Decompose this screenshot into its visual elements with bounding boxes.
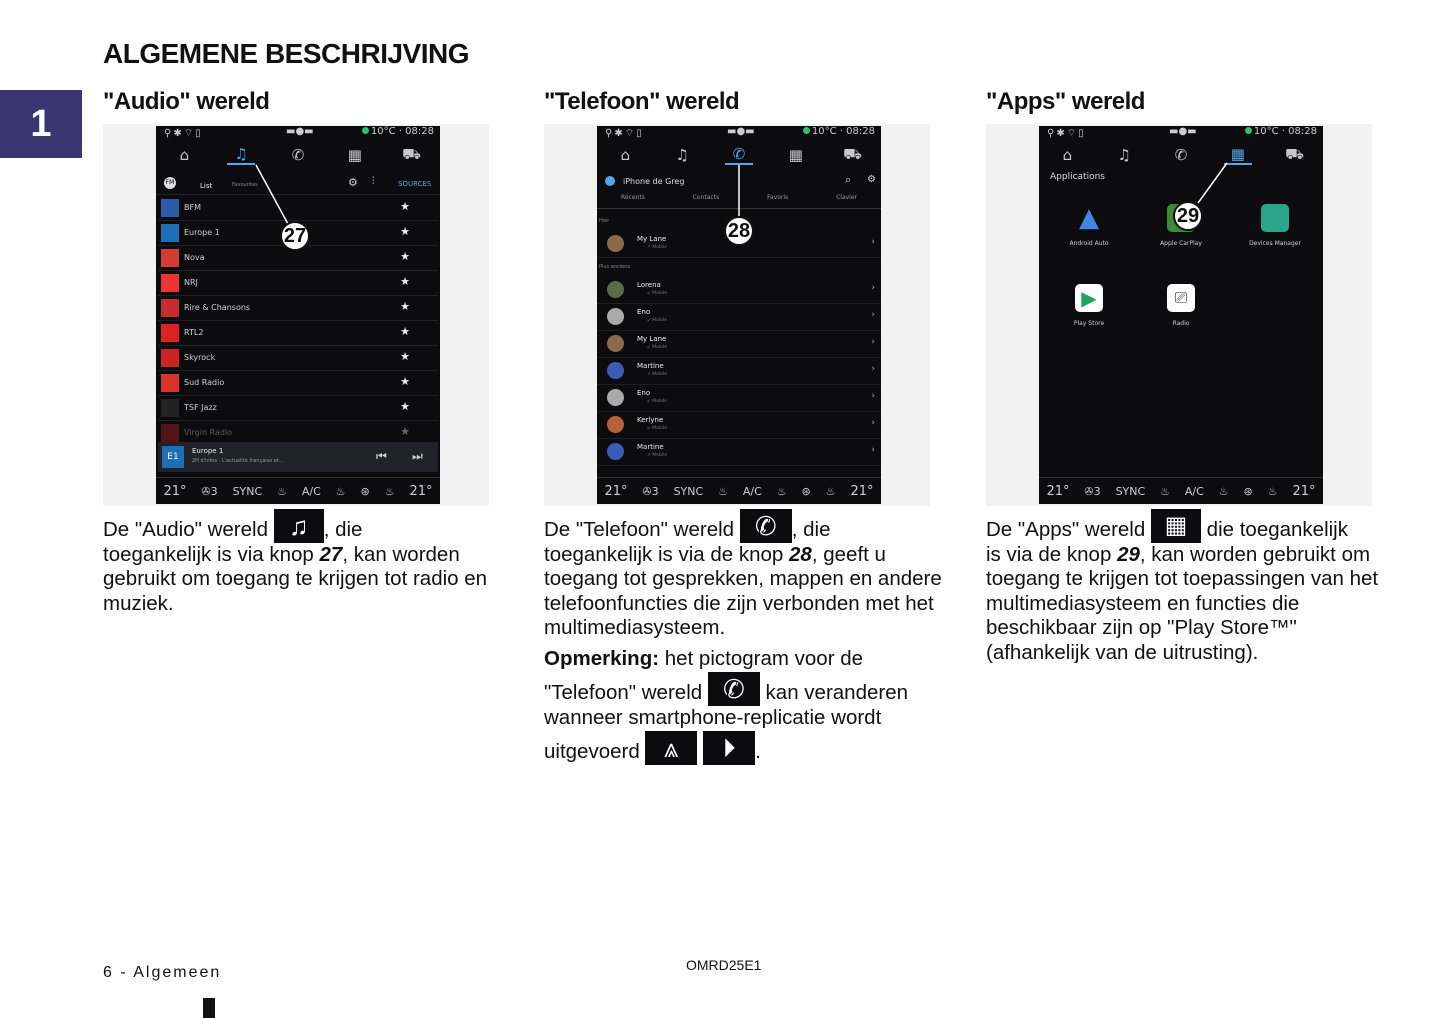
list-item[interactable]: Virgin Radio ★ bbox=[158, 421, 438, 446]
applications-header: Applications bbox=[1050, 172, 1105, 182]
apps-heading: "Apps" wereld bbox=[986, 88, 1145, 115]
seat-icon[interactable]: ♨ bbox=[384, 484, 395, 498]
star-icon[interactable]: ★ bbox=[400, 250, 410, 263]
app-devices-manager[interactable]: Devices Manager bbox=[1243, 204, 1307, 247]
ac-button[interactable]: A/C bbox=[301, 484, 321, 498]
temp-left[interactable]: 21° bbox=[604, 483, 628, 499]
phone-icon[interactable]: ✆ bbox=[291, 146, 305, 164]
phone-handset-icon: ✆ bbox=[740, 509, 792, 543]
star-icon[interactable]: ★ bbox=[400, 225, 410, 238]
home-icon[interactable]: ⌂ bbox=[1062, 146, 1073, 164]
chevron-right-icon: › bbox=[871, 445, 875, 455]
defrost-icon[interactable]: ♨ bbox=[776, 484, 787, 498]
section-label: Plus anciens bbox=[599, 264, 630, 270]
list-item[interactable]: NRJ ★ bbox=[158, 271, 438, 296]
document-code: OMRD25E1 bbox=[686, 957, 762, 973]
android-auto-icon: ▲ bbox=[1079, 203, 1099, 233]
phone-icon[interactable]: ✆ bbox=[1174, 146, 1188, 164]
chapter-tab: 1 bbox=[0, 90, 82, 158]
temp-left[interactable]: 21° bbox=[163, 483, 187, 499]
music-icon[interactable]: ♫ bbox=[1117, 146, 1131, 164]
previous-icon[interactable]: ⏮ bbox=[376, 449, 387, 463]
radio-icon: ⎚ bbox=[1167, 284, 1195, 312]
equalizer-icon[interactable]: ⫶ bbox=[372, 176, 375, 187]
callout-29: 29 bbox=[1173, 201, 1203, 231]
list-item[interactable]: TSF Jazz ★ bbox=[158, 396, 438, 421]
temp-right[interactable]: 21° bbox=[1292, 483, 1316, 499]
section-label: Hier bbox=[599, 218, 610, 224]
status-icons: ⚲✱⌔▯ bbox=[164, 128, 203, 139]
star-icon[interactable]: ★ bbox=[400, 425, 410, 438]
steering-heat-icon[interactable]: ⊛ bbox=[1243, 484, 1253, 498]
page-edge-marker bbox=[203, 998, 215, 1018]
defrost-icon[interactable]: ♨ bbox=[335, 484, 346, 498]
sync-button[interactable]: SYNC bbox=[232, 484, 263, 498]
list-item[interactable]: Rire & Chansons ★ bbox=[158, 296, 438, 321]
app-android-auto[interactable]: ▲ Android Auto bbox=[1069, 203, 1109, 247]
chevron-right-icon: › bbox=[871, 418, 875, 428]
tab-keypad[interactable]: Clavier bbox=[836, 194, 858, 201]
status-icons: ⚲✱⌔▯ bbox=[1047, 128, 1086, 139]
list-item[interactable]: Martine ↗ Mobile › bbox=[597, 438, 881, 466]
seat-icon[interactable]: ♨ bbox=[825, 484, 836, 498]
device-name: iPhone de Greg bbox=[623, 177, 685, 186]
star-icon[interactable]: ★ bbox=[400, 300, 410, 313]
page-footer-section: 6 - Algemeen bbox=[103, 964, 222, 981]
phone-heading: "Telefoon" wereld bbox=[544, 88, 740, 115]
source-icon[interactable]: FM bbox=[164, 177, 176, 189]
fan-level[interactable]: ✇3 bbox=[642, 484, 659, 498]
next-icon[interactable]: ⏭ bbox=[412, 449, 423, 463]
seat-heat-icon[interactable]: ♨ bbox=[277, 484, 287, 498]
android-auto-icon: ⩓ bbox=[645, 731, 697, 765]
chevron-right-icon: › bbox=[871, 364, 875, 374]
apps-description: De "Apps" wereld ▦ die toegankelijk is via de knop 29, kan worden gebruikt om toegang te krijgen tot toepassingen van het multimediasysteem en functies die beschikbaar zijn op "Play Store™" (afhankelijk van de uitrusting). bbox=[986, 518, 1381, 665]
star-icon[interactable]: ★ bbox=[400, 375, 410, 388]
music-icon[interactable]: ♫ bbox=[675, 146, 689, 164]
app-radio[interactable]: ⎚ Radio bbox=[1151, 284, 1211, 327]
list-item[interactable]: Martine ↗ Mobile › bbox=[597, 357, 881, 385]
star-icon[interactable]: ★ bbox=[400, 350, 410, 363]
phone-handset-icon: ✆ bbox=[708, 672, 760, 706]
now-playing-subtitle: 2H d'infos · L'actualité française et... bbox=[192, 458, 284, 464]
defrost-icon[interactable]: ♨ bbox=[1218, 484, 1229, 498]
play-store-icon: ▶ bbox=[1075, 284, 1103, 312]
list-item[interactable]: Nova ★ bbox=[158, 246, 438, 271]
car-icon[interactable]: ⛟ bbox=[402, 145, 422, 163]
fan-level[interactable]: ✇3 bbox=[201, 484, 218, 498]
status-bar: ⚲✱⌔▯ ▬●▬ 10°C · 08:28 bbox=[605, 126, 875, 139]
temp-left[interactable]: 21° bbox=[1046, 483, 1070, 499]
sync-button[interactable]: SYNC bbox=[1115, 484, 1146, 498]
fan-level[interactable]: ✇3 bbox=[1084, 484, 1101, 498]
seat-heat-icon[interactable]: ♨ bbox=[718, 484, 728, 498]
sync-button[interactable]: SYNC bbox=[673, 484, 704, 498]
page-title: ALGEMENE BESCHRIJVING bbox=[103, 38, 469, 69]
tab-recents[interactable]: Récents bbox=[620, 194, 645, 201]
status-bar: ⚲✱⌔▯ ▬●▬ 10°C · 08:28 bbox=[164, 126, 434, 139]
callout-27: 27 bbox=[280, 221, 310, 251]
callout-28: 28 bbox=[724, 216, 754, 246]
audio-heading: "Audio" wereld bbox=[103, 88, 270, 115]
star-icon[interactable]: ★ bbox=[400, 275, 410, 288]
carplay-icon: ⏵ bbox=[703, 731, 755, 765]
settings-icon[interactable]: ⚙ bbox=[348, 176, 358, 189]
temp-right[interactable]: 21° bbox=[409, 483, 433, 499]
search-icon[interactable]: ⌕ bbox=[845, 173, 852, 186]
note-label: Opmerking: bbox=[544, 646, 660, 670]
list-item[interactable]: Sud Radio ★ bbox=[158, 371, 438, 396]
button-ref-27: 27 bbox=[319, 542, 343, 566]
app-apple-carplay[interactable]: Apple CarPlay bbox=[1151, 204, 1211, 247]
tab-contacts[interactable]: Contacts bbox=[692, 194, 720, 201]
list-item[interactable]: My Lane ↗ Mobile › bbox=[597, 230, 881, 258]
star-icon[interactable]: ★ bbox=[400, 325, 410, 338]
tab-favorites[interactable]: Favoris bbox=[767, 194, 789, 201]
apps-icon[interactable]: ▦ bbox=[1224, 145, 1252, 165]
chevron-right-icon: › bbox=[871, 283, 875, 293]
button-ref-29: 29 bbox=[1117, 542, 1140, 566]
list-item[interactable]: Kerlyne ↙ Mobile › bbox=[597, 411, 881, 439]
status-bar: ⚲✱⌔▯ ▬●▬ 10°C · 08:28 bbox=[1047, 126, 1317, 139]
home-icon[interactable]: ⌂ bbox=[620, 146, 631, 164]
chevron-right-icon: › bbox=[871, 310, 875, 320]
list-item[interactable]: Lorena ↙ Mobile › bbox=[597, 276, 881, 304]
star-icon[interactable]: ★ bbox=[400, 400, 410, 413]
audio-description: De "Audio" wereld ♫ , die toegankelijk is via knop 27, kan worden gebruikt om toegang te krijgen tot radio en muziek. bbox=[103, 510, 488, 615]
steering-heat-icon[interactable]: ⊛ bbox=[360, 484, 370, 498]
music-icon[interactable]: ♫ bbox=[227, 145, 255, 165]
apps-icon[interactable]: ▦ bbox=[347, 146, 362, 164]
apps-icon[interactable]: ▦ bbox=[788, 146, 803, 164]
seat-heat-icon[interactable]: ♨ bbox=[1160, 484, 1170, 498]
app-play-store[interactable]: ▶ Play Store bbox=[1073, 286, 1105, 327]
sources-button[interactable]: SOURCES bbox=[398, 180, 432, 188]
ac-button[interactable]: A/C bbox=[1184, 484, 1204, 498]
status-icons: ⚲✱⌔▯ bbox=[605, 128, 644, 139]
chevron-right-icon: › bbox=[871, 391, 875, 401]
now-playing-title: Europe 1 bbox=[192, 447, 224, 455]
list-item[interactable]: Eno ↙ Mobile › bbox=[597, 384, 881, 412]
ac-button[interactable]: A/C bbox=[742, 484, 762, 498]
button-ref-28: 28 bbox=[789, 542, 812, 566]
station-logo: E1 bbox=[162, 446, 184, 468]
steering-heat-icon[interactable]: ⊛ bbox=[801, 484, 811, 498]
tab-favourites[interactable]: Favourites bbox=[232, 182, 258, 188]
phone-description: De "Telefoon" wereld ✆ , die toegankelijk is via de knop 28, geeft u toegang tot gesprekken, mappen en andere telefoonfuncties die zijn verbonden met het multimediasysteem. Opmerking: het pictogram voor de "Telefoon" wereld ✆ kan veranderen wanneer smartphone-replicatie wordt uitgevoerd ⩓ ⏵ . bbox=[544, 510, 942, 764]
settings-icon[interactable]: ⚙ bbox=[867, 174, 876, 185]
list-item[interactable]: Europe 1 ★ bbox=[158, 221, 438, 246]
car-icon[interactable]: ⛟ bbox=[843, 145, 863, 163]
seat-icon[interactable]: ♨ bbox=[1267, 484, 1278, 498]
music-note-icon: ♫ bbox=[274, 509, 324, 543]
list-item[interactable]: My Lane ↙ Mobile › bbox=[597, 330, 881, 358]
star-icon[interactable]: ★ bbox=[400, 200, 410, 213]
chevron-right-icon: › bbox=[871, 337, 875, 347]
car-icon[interactable]: ⛟ bbox=[1285, 145, 1305, 163]
chevron-right-icon: › bbox=[871, 237, 875, 247]
list-item[interactable]: RTL2 ★ bbox=[158, 321, 438, 346]
list-item[interactable]: Eno ↙ Mobile › bbox=[597, 303, 881, 331]
phone-icon[interactable]: ✆ bbox=[725, 145, 753, 165]
temp-right[interactable]: 21° bbox=[850, 483, 874, 499]
list-item[interactable]: BFM ★ bbox=[158, 196, 438, 221]
list-item[interactable]: Skyrock ★ bbox=[158, 346, 438, 371]
apps-grid-icon: ▦ bbox=[1151, 509, 1201, 543]
home-icon[interactable]: ⌂ bbox=[179, 146, 190, 164]
tab-list[interactable]: List bbox=[200, 182, 213, 190]
